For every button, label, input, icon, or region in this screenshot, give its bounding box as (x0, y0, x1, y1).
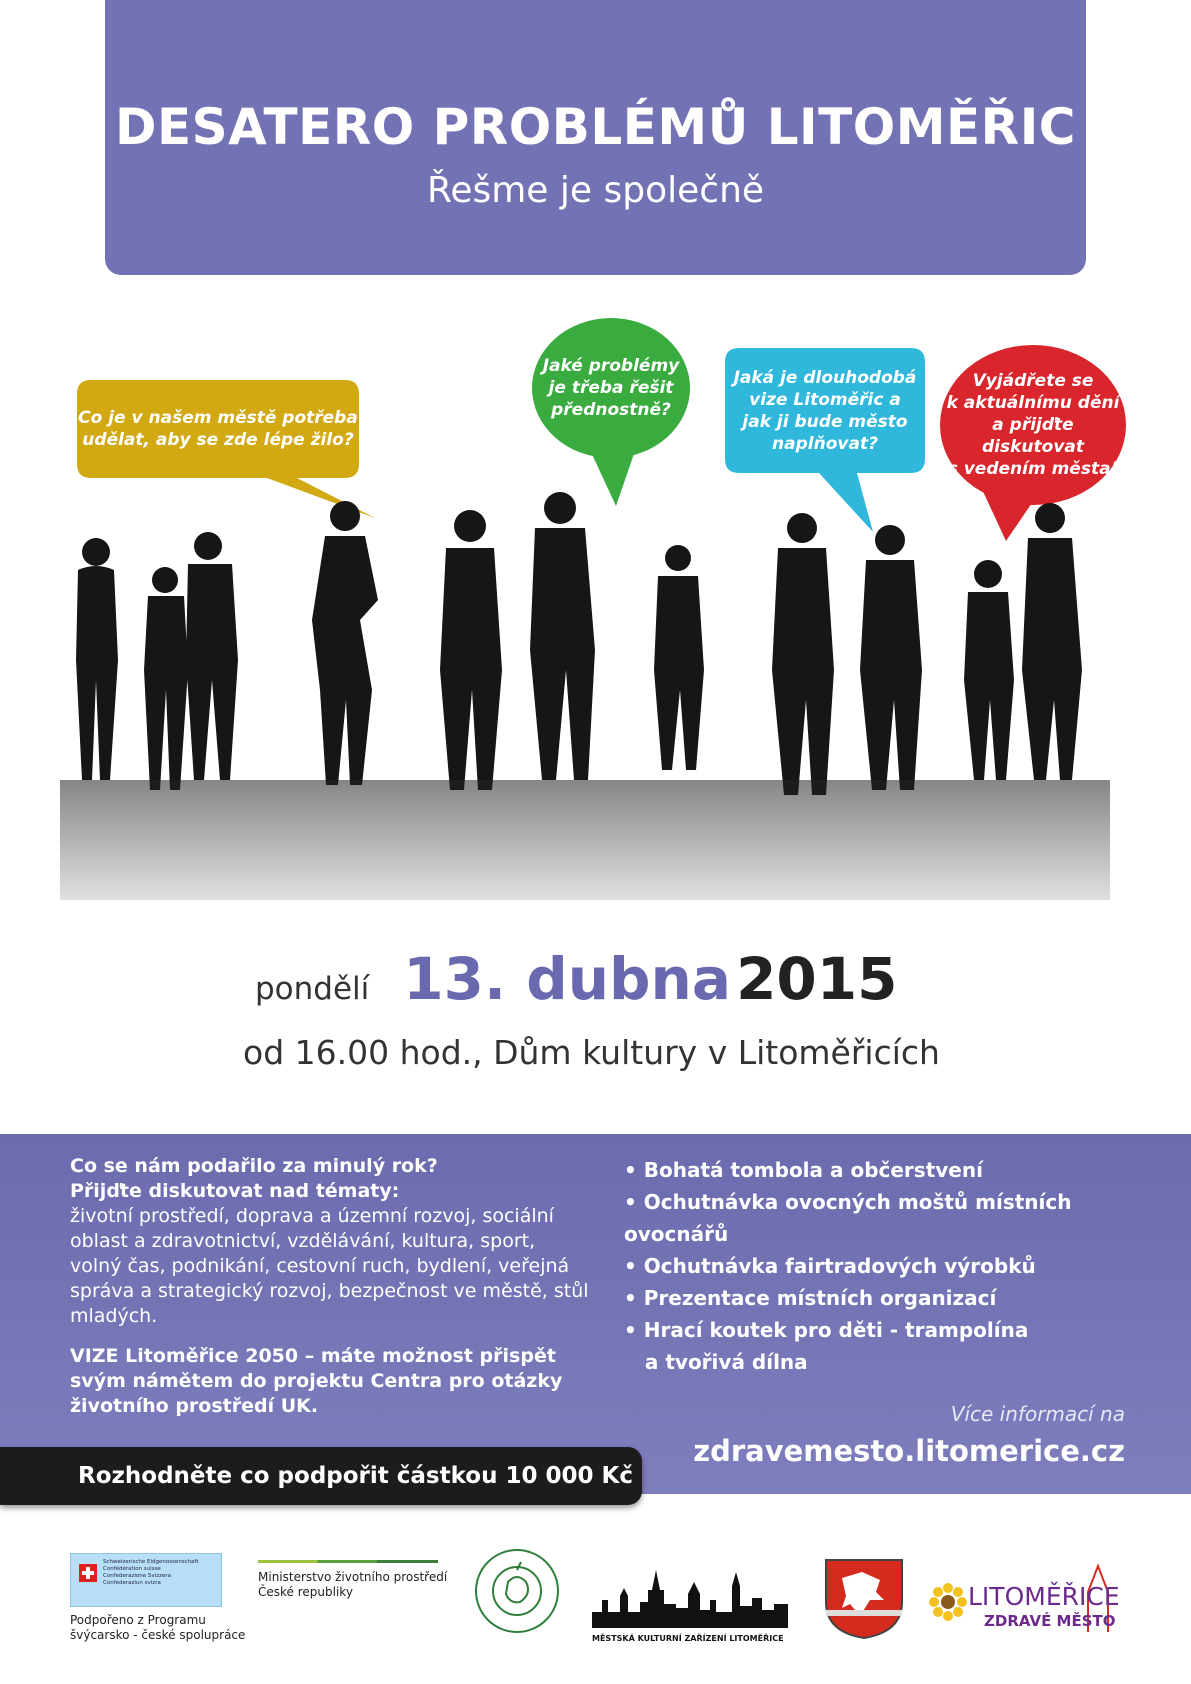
event-date-line (255, 945, 898, 1013)
more-info-label: Více informací na (950, 1402, 1125, 1426)
info-topics: životní prostředí, doprava a územní rozvoj, sociální oblast a zdravotnictví, vzdělávání, kultura, sport, volný čas, podnikání, cestovní ruch, bydlení, veřejná správa a strategický rozvoj, bezpečnost ve městě, stůl mladých. (70, 1205, 589, 1327)
bubble-yellow-line-1: Co je v našem městě potřeba (78, 408, 358, 428)
vize-text: – máte možnost přispět svým námětem do projektu Centra pro otázky životního prostředí UK. (70, 1345, 563, 1417)
mzp-line: České republiky (258, 1585, 353, 1599)
swiss-logo-line: Confédération suisse (103, 1566, 161, 1572)
bubble-red-line-2: k aktuálnímu dění (946, 393, 1120, 413)
mzp-color-bar (258, 1560, 438, 1563)
bullet-item: • Hrací koutek pro děti - trampolína (624, 1318, 1029, 1342)
zdrave-mesto-logo (928, 1562, 1118, 1642)
bubble-green-line-2: je třeba řešit (548, 378, 674, 398)
bullet-item: • Prezentace místních organizací (624, 1286, 997, 1310)
info-question-2: Přijďte diskutovat nad tématy: (70, 1180, 400, 1202)
cta-text: Rozhodněte co podpořit částkou 10 000 Kč (78, 1463, 633, 1489)
bubble-cyan-line-2: vize Litoměřic a (749, 389, 901, 410)
swiss-logo-line: Schweizerische Eidgenossenschaft (103, 1559, 199, 1565)
page-title: DESATERO PROBLÉMŮ LITOMĚŘIC (115, 98, 1076, 156)
bubble-green-line-3: přednostně? (551, 400, 671, 420)
bubble-green (532, 318, 690, 458)
page-subtitle: Řešme je společně (426, 170, 765, 211)
bubble-cyan (725, 348, 925, 473)
ovocnari-logo (474, 1548, 560, 1634)
bubble-green-line-1: Jaké problémy (542, 356, 680, 376)
bullet-item: a tvořivá dílna (624, 1350, 808, 1374)
event-day: 13. dubna (403, 945, 731, 1013)
mzp-line: Ministerstvo životního prostředí (258, 1570, 448, 1584)
website-link[interactable]: zdravemesto.litomerice.cz (693, 1434, 1125, 1468)
bullet-item: • Ochutnávka ovocných moštů místních ovocnářů (624, 1190, 1072, 1246)
event-weekday: pondělí (255, 971, 370, 1007)
zm-subtitle: ZDRAVÉ MĚSTO (984, 1612, 1116, 1630)
info-question-1: Co se nám podařilo za minulý rok? (70, 1155, 438, 1177)
swiss-cross-icon (79, 1564, 97, 1582)
bubble-cyan-line-3: jak ji bude město (742, 411, 908, 432)
bubble-red-line-4: s vedením města! (947, 459, 1119, 479)
swiss-caption-line: Podpořeno z Programu (70, 1613, 206, 1627)
header-banner (105, 0, 1086, 275)
swiss-caption-line: švýcarsko - české spolupráce (70, 1628, 246, 1642)
info-right-column (624, 1154, 1144, 1378)
zm-title: LITOMĚŘICE (968, 1582, 1120, 1611)
bubble-red-line-1: Vyjádřete se (972, 371, 1094, 391)
bubble-yellow (77, 380, 359, 478)
mzp-logo (258, 1570, 447, 1600)
info-panel (0, 1134, 1191, 1494)
litomerice-coat-of-arms-icon (822, 1556, 906, 1640)
bullet-item: • Bohatá tombola a občerstvení (624, 1158, 983, 1182)
bullet-item: • Ochutnávka fairtradových výrobků (624, 1254, 1036, 1278)
people-silhouettes-illustration (0, 470, 1191, 960)
mkz-logo (592, 1560, 792, 1643)
swiss-logo-line: Confederazione Svizzera (103, 1573, 171, 1579)
vize-title: VIZE Litoměřice 2050 (70, 1345, 299, 1367)
event-year: 2015 (736, 945, 898, 1013)
swiss-caption (70, 1613, 245, 1643)
mkz-skyline-icon (592, 1560, 788, 1628)
bubble-red-line-3: a přijďte diskutovat (981, 415, 1084, 457)
bubble-cyan-line-4: naplňovat? (772, 433, 878, 454)
sponsor-logos (0, 1540, 1191, 1670)
swiss-logo-line: Confederaziun svizra (103, 1580, 161, 1586)
event-details: od 16.00 hod., Dům kultury v Litoměřicích (243, 1033, 940, 1072)
bubble-cyan-line-1: Jaká je dlouhodobá (733, 367, 917, 388)
cta-bar (0, 1447, 642, 1505)
swiss-confederation-logo (70, 1553, 222, 1607)
mkz-caption: MĚSTSKÁ KULTURNÍ ZAŘÍZENÍ LITOMĚŘICE (592, 1634, 784, 1643)
bubble-yellow-line-2: udělat, aby se zde lépe žilo? (82, 430, 354, 450)
info-left-column (70, 1154, 590, 1419)
sunflower-icon (928, 1582, 968, 1622)
